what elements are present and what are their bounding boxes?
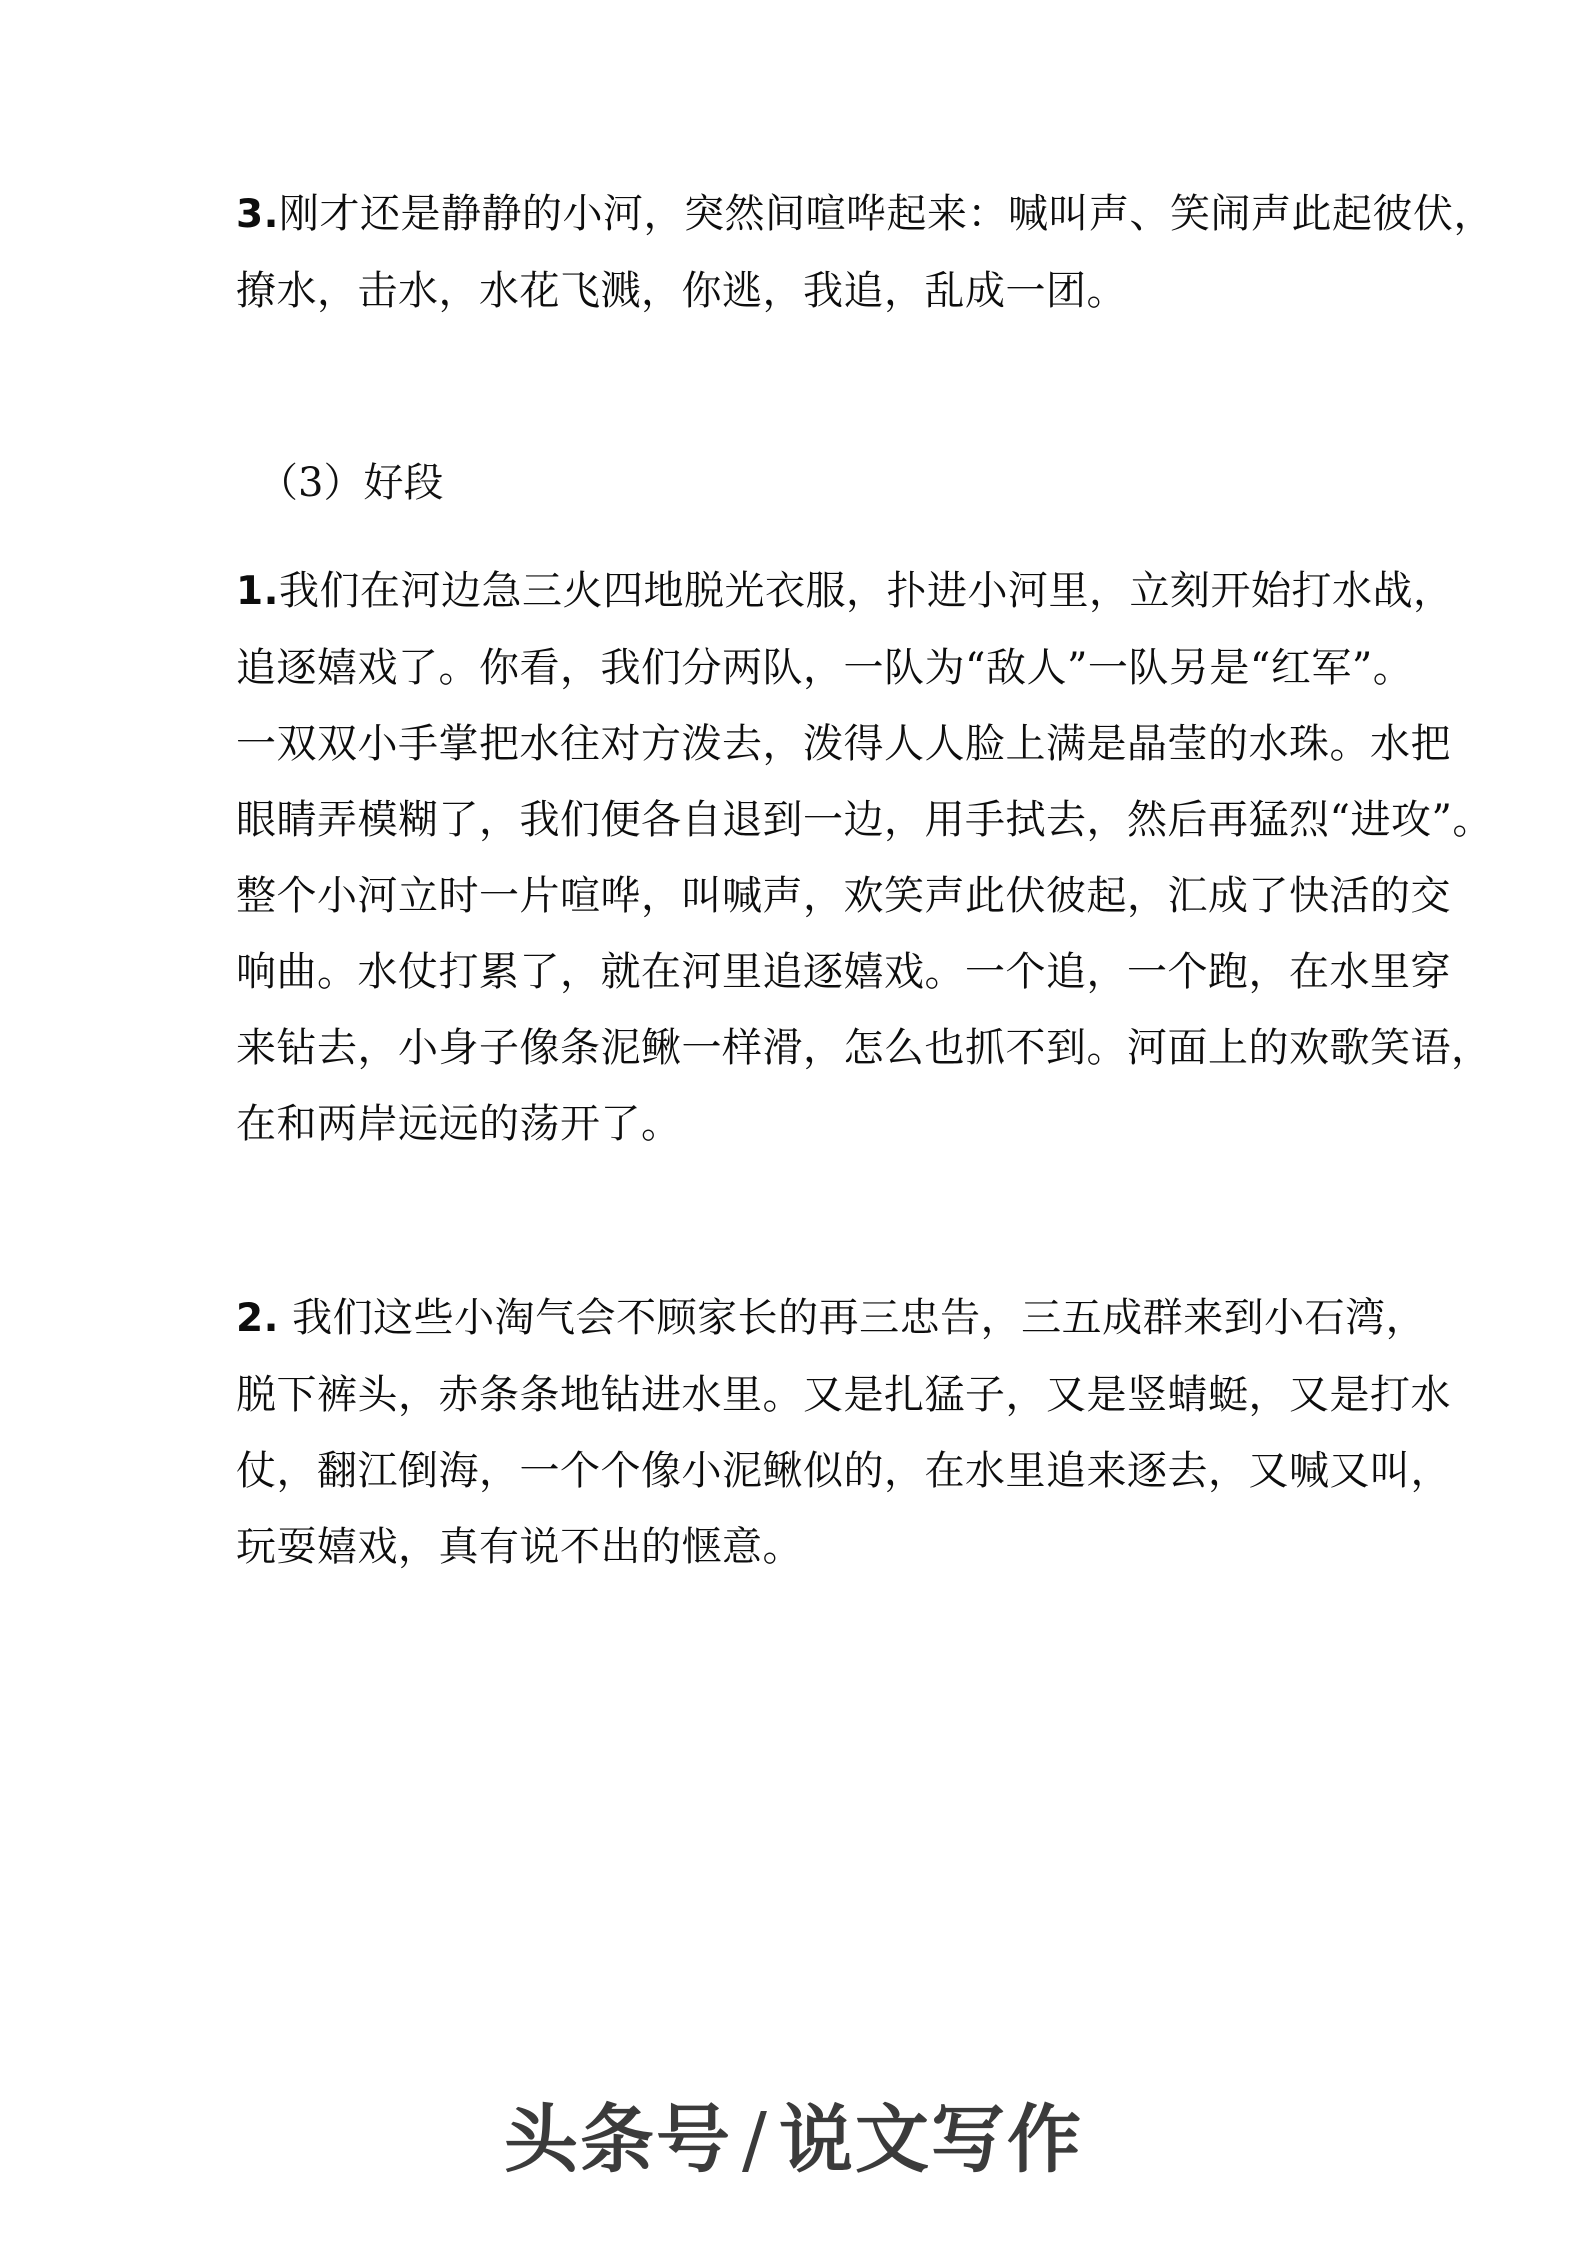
document-content (236, 176, 1494, 1585)
passage-2-text-4: 玩耍嬉戏，真有说不出的惬意。 (236, 1524, 803, 1570)
passage-2-text-1: 我们这些小淘气会不顾家长的再三忠告，三五成群来到小石湾， (278, 1295, 1427, 1341)
section-heading-label: （3）好段 (258, 460, 444, 506)
watermark (0, 2081, 1587, 2187)
passage-1-line-4 (236, 782, 1493, 858)
list-item-3-text-2: 撩水，击水，水花飞溅，你逃，我追，乱成一团。 (236, 268, 1127, 314)
list-item-3-number: 3. (236, 192, 279, 237)
spacer-after-item-3 (236, 329, 1396, 447)
passage-1-line-1 (236, 553, 1454, 630)
passage-2-line-2 (236, 1357, 1451, 1433)
passage-1-text-6: 响曲。水仗打累了，就在河里追逐嬉戏。一个追，一个跑，在水里穿 (236, 949, 1451, 995)
passage-2-text-2: 脱下裤头，赤条条地钻进水里。又是扎猛子，又是竖蜻蜓，又是打水 (236, 1372, 1451, 1418)
passage-1-text-5: 整个小河立时一片喧哗，叫喊声，欢笑声此伏彼起，汇成了快活的交 (236, 873, 1451, 919)
passage-1-text-7: 来钻去，小身子像条泥鳅一样滑，怎么也抓不到。河面上的欢歌笑语， (236, 1025, 1492, 1071)
spacer-after-heading (236, 519, 1396, 553)
passage-2-line-3 (236, 1433, 1451, 1509)
passage-1-text-4: 眼睛弄模糊了，我们便各自退到一边，用手拭去，然后再猛烈“进攻”。 (236, 797, 1493, 843)
passage-2-number: 2. (236, 1296, 279, 1341)
watermark-separator: / (742, 2097, 769, 2183)
passage-1-text-1: 我们在河边急三火四地脱光衣服，扑进小河里，立刻开始打水战， (278, 568, 1454, 614)
passage-2 (236, 1280, 1451, 1585)
passage-2-text-3: 仗，翻江倒海，一个个像小泥鳅似的，在水里追来逐去，又喊又叫， (236, 1448, 1451, 1494)
passage-1-line-5 (236, 858, 1451, 934)
watermark-right-text: 说文写作 (778, 2097, 1083, 2183)
spacer-between-passages (236, 1162, 1396, 1280)
passage-2-line-4 (236, 1509, 1396, 1585)
passage-1-number: 1. (236, 569, 279, 614)
passage-2-line-1 (236, 1280, 1427, 1357)
list-item-3-line-1 (236, 176, 1494, 253)
passage-1-line-2 (236, 630, 1414, 706)
passage-1-line-8 (236, 1086, 1396, 1162)
passage-1-text-2: 追逐嬉戏了。你看，我们分两队，一队为“敌人”一队另是“红军”。 (236, 645, 1414, 691)
passage-1-text-3: 一双双小手掌把水往对方泼去，泼得人人脸上满是晶莹的水珠。水把 (236, 721, 1451, 767)
watermark-left-text: 头条号 (504, 2097, 733, 2183)
passage-1 (236, 553, 1493, 1162)
passage-1-line-7 (236, 1010, 1492, 1086)
passage-1-line-3 (236, 706, 1451, 782)
list-item-3-line-2 (236, 253, 1396, 329)
section-heading (236, 447, 1396, 519)
list-item-3 (236, 176, 1494, 329)
passage-1-line-6 (236, 934, 1451, 1010)
passage-1-text-8: 在和两岸远远的荡开了。 (236, 1101, 682, 1147)
list-item-3-text-1: 刚才还是静静的小河，突然间喧哗起来：喊叫声、笑闹声此起彼伏， (278, 191, 1494, 237)
